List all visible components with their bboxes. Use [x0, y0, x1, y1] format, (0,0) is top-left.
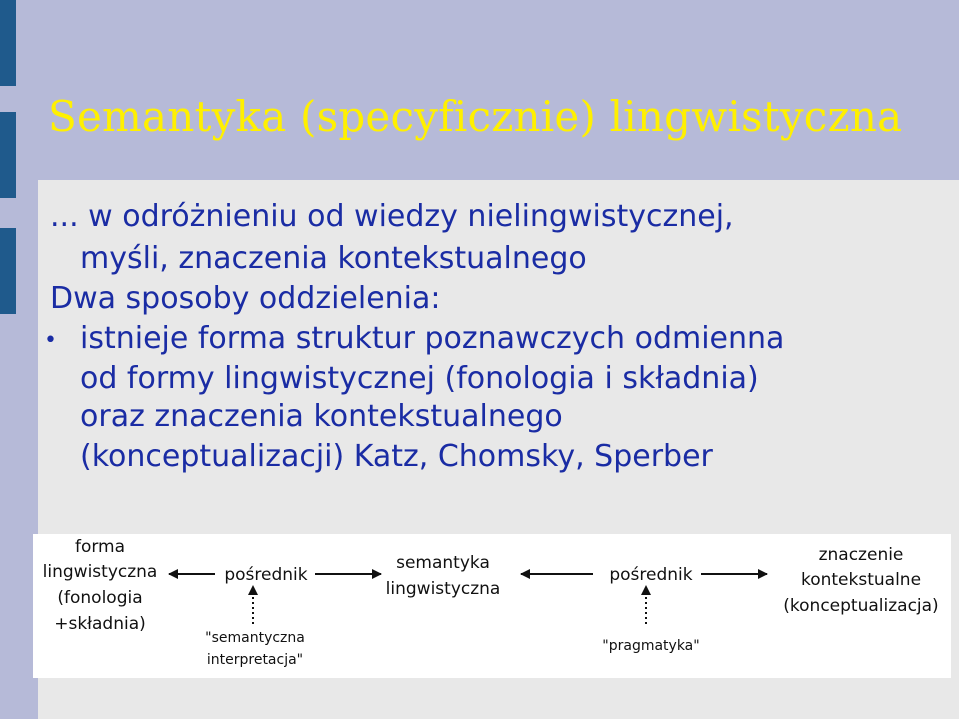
body-line-1: ... w odróżnieniu od wiedzy nielingwistycznej, — [50, 199, 734, 234]
note-1-line-2: interpretacja" — [206, 652, 304, 668]
left-node-line-2: lingwistyczna — [42, 562, 158, 582]
center-node-line-1: semantyka — [396, 553, 490, 573]
mediator-1-label: pośrednik — [224, 565, 308, 585]
bullet-line-2: od formy lingwistycznej (fonologia i składnia) — [80, 361, 759, 396]
right-node-line-3: (konceptualizacja) — [783, 596, 939, 616]
right-node-line-2: kontekstualne — [800, 570, 922, 590]
left-node-line-4: +składnia) — [54, 614, 146, 634]
body-line-2: myśli, znaczenia kontekstualnego — [80, 241, 587, 276]
accent-bar-middle — [0, 112, 16, 198]
mediator-2-label: pośrednik — [609, 565, 693, 585]
accent-bar-bottom — [0, 228, 16, 314]
accent-bar-top — [0, 0, 16, 86]
center-node-line-2: lingwistyczna — [385, 579, 501, 599]
diagram-svg — [33, 534, 951, 678]
left-node-line-3: (fonologia — [57, 588, 143, 608]
bullet-line-1: istnieje forma struktur poznawczych odmienna — [80, 321, 785, 356]
left-node-line-1: forma — [74, 537, 126, 557]
right-node-line-1: znaczenie — [818, 545, 904, 565]
note-1-line-1: "semantyczna — [205, 630, 305, 646]
bullet-line-4: (konceptualizacji) Katz, Chomsky, Sperber — [80, 439, 713, 474]
bullet-line-3: oraz znaczenia kontekstualnego — [80, 399, 563, 434]
body-line-3: Dwa sposoby oddzielenia: — [50, 281, 441, 316]
bullet-icon: • — [44, 328, 57, 353]
note-2-label: "pragmatyka" — [602, 638, 700, 654]
slide-title: Semantyka (specyficznie) lingwistyczna — [48, 92, 903, 141]
semantics-diagram — [33, 534, 951, 678]
